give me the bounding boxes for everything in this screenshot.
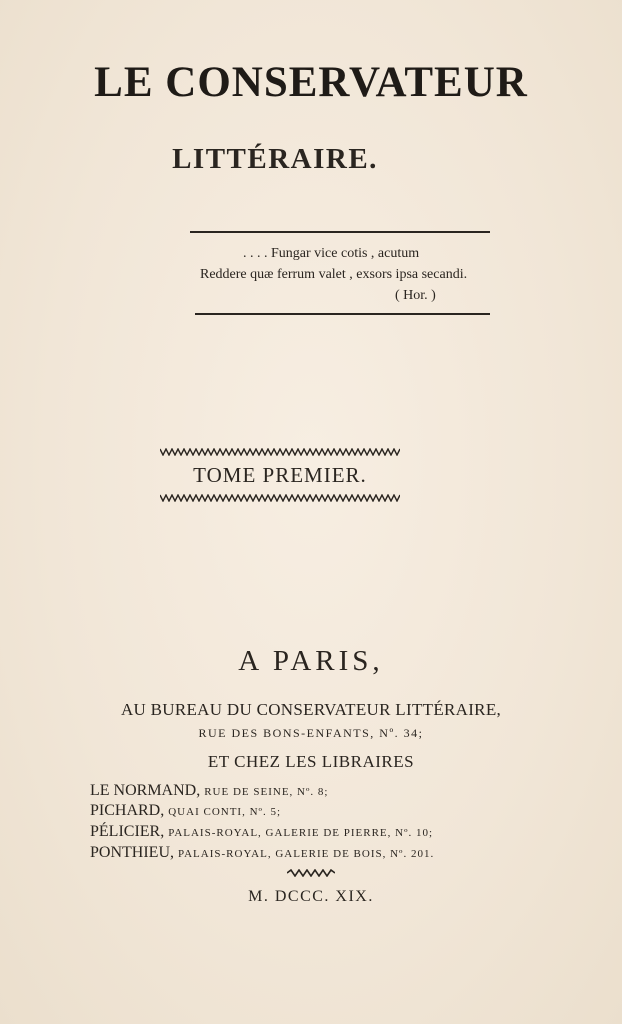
bookseller-name: PONTHIEU, <box>90 844 174 861</box>
small-wave-ornament <box>287 869 335 877</box>
imprint-city: A PARIS, <box>238 645 384 677</box>
journal-subtitle: LITTÉRAIRE. <box>172 143 378 175</box>
epigraph-line-2: Reddere quæ ferrum valet , exsors ipsa secandi. <box>200 267 468 282</box>
bookseller-address: PALAIS-ROYAL, GALERIE DE PIERRE, Nº. 10; <box>168 827 434 839</box>
bookseller-line <box>90 802 281 820</box>
wave-ornament-top <box>160 448 400 456</box>
bookseller-address: QUAI CONTI, Nº. 5; <box>168 806 281 818</box>
imprint-office: AU BUREAU DU CONSERVATEUR LITTÉRAIRE, <box>120 700 502 719</box>
publication-date: M. DCCC. XIX. <box>248 888 374 905</box>
journal-title: LE CONSERVATEUR <box>94 59 528 106</box>
bookseller-name: PÉLICIER, <box>90 823 165 840</box>
imprint-booksellers-heading: ET CHEZ LES LIBRAIRES <box>207 752 415 771</box>
imprint-office-address: RUE DES BONS-ENFANTS, Nº. 34; <box>198 726 424 740</box>
wave-ornament-bottom <box>160 494 400 502</box>
bookseller-line <box>90 823 433 841</box>
bookseller-name: LE NORMAND, <box>90 782 201 799</box>
epigraph-line-1: . . . . Fungar vice cotis , acutum <box>243 246 420 261</box>
bookseller-address: PALAIS-ROYAL, GALERIE DE BOIS, Nº. 201. <box>178 848 435 860</box>
bookseller-line <box>90 782 328 800</box>
epigraph-attribution: ( Hor. ) <box>395 288 436 303</box>
bookseller-name: PICHARD, <box>90 802 165 819</box>
bookseller-line <box>90 844 434 862</box>
epigraph-top-rule <box>190 231 490 233</box>
volume-label: TOME PREMIER. <box>193 463 367 487</box>
bookseller-address: RUE DE SEINE, Nº. 8; <box>204 786 329 798</box>
epigraph-bottom-rule <box>195 313 490 315</box>
